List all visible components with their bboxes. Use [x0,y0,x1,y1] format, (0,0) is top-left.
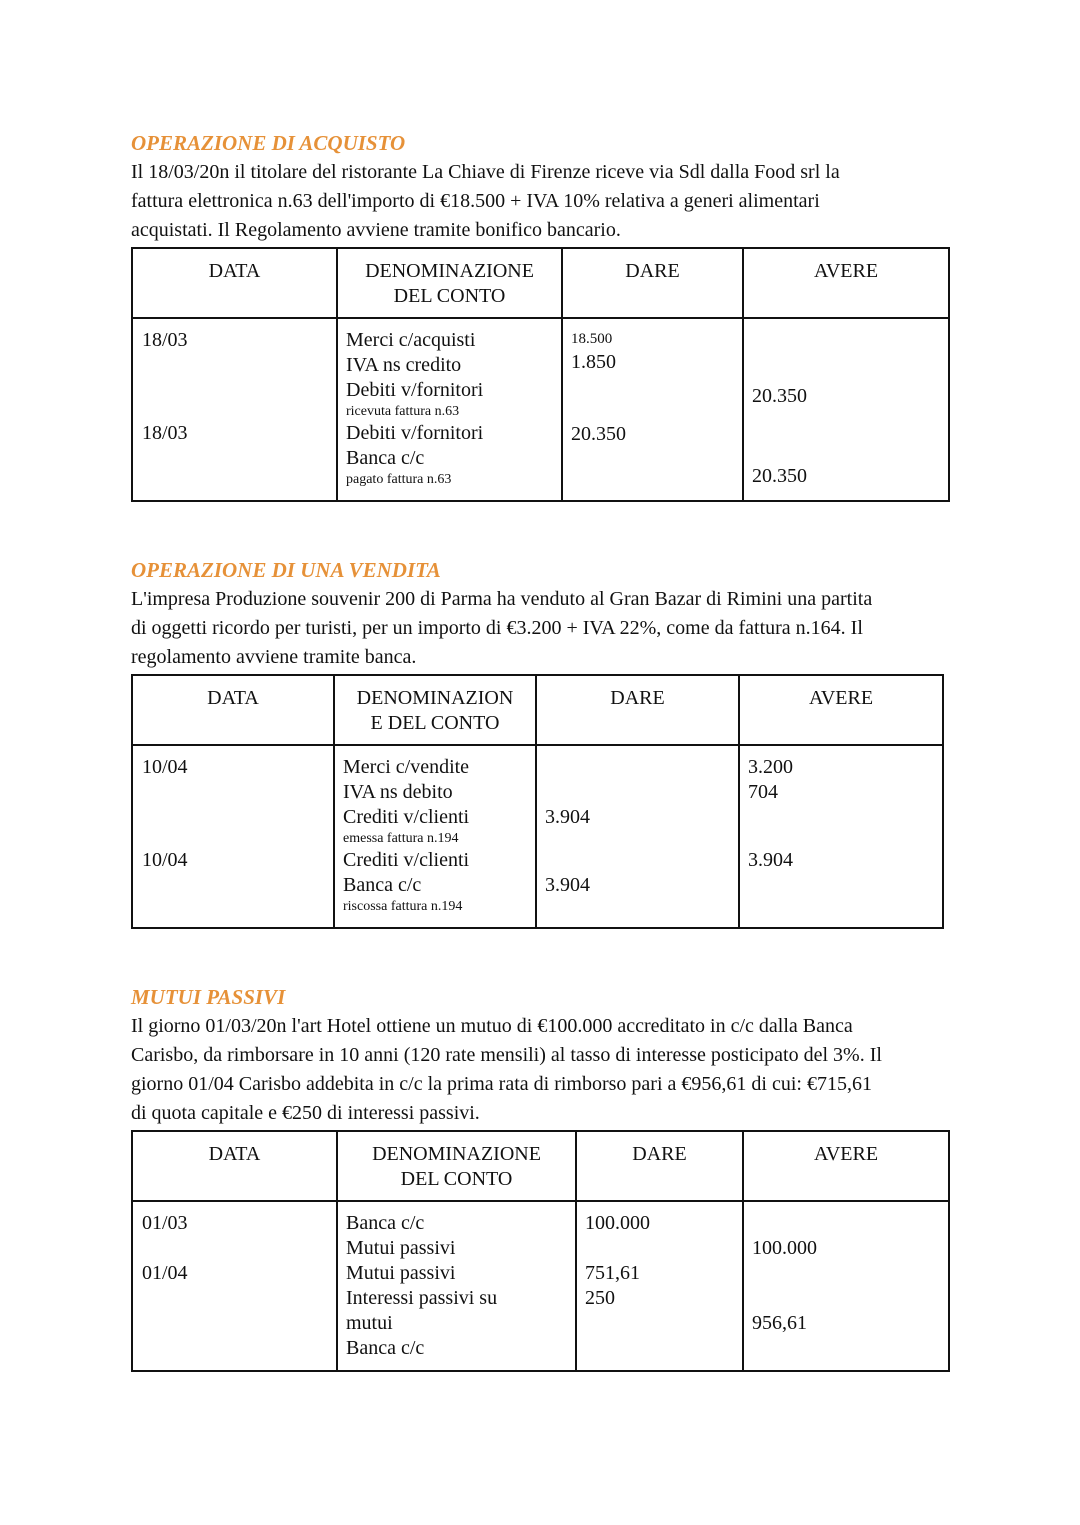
account-line: Debiti v/fornitori [346,422,484,444]
header-avere: AVERE [739,675,943,745]
cell-denominazione [337,1201,576,1371]
data-line: 01/04 [142,1262,188,1284]
dare-value: 20.350 [571,423,626,445]
paragraph-line: L'impresa Produzione souvenir 200 di Parma ha venduto al Gran Bazar di Rimini una partita [131,588,873,610]
account-line: Debiti v/fornitori [346,379,484,401]
cell-dare [576,1201,743,1371]
dare-value [537,755,738,780]
account-line: IVA ns debito [343,781,453,803]
paragraph-line: regolamento avviene tramite banca. [131,646,417,668]
avere-value: 20.350 [752,465,807,487]
avere-value: 100.000 [752,1237,817,1259]
section-heading: OPERAZIONE DI ACQUISTO [131,131,406,155]
data-line [133,378,336,403]
account-line: Banca c/c [343,874,422,896]
cell-dare [562,318,743,501]
data-line: 18/03 [142,329,188,351]
paragraph-line: giorno 01/04 Carisbo addebita in c/c la prima rata di rimborso pari a €956,61 di cui: €715,61 [131,1073,872,1095]
header-denominazione [337,1131,576,1201]
account-line: Merci c/vendite [343,756,470,778]
dare-value [537,830,738,848]
header-data: DATA [132,1131,337,1201]
account-note: ricevuta fattura n.63 [346,404,460,419]
dare-value: 18.500 [571,331,613,347]
header-den-line1: DENOMINAZIONE [372,1143,541,1165]
header-dare: DARE [576,1131,743,1201]
data-line [133,805,333,830]
avere-value [744,1211,948,1236]
account-line: Crediti v/clienti [343,849,470,871]
dare-value: 100.000 [585,1212,650,1234]
dare-value [537,848,738,873]
data-line [133,353,336,378]
account-note: riscossa fattura n.194 [343,899,463,914]
avere-value [744,439,948,464]
paragraph-line: Il giorno 01/03/20n l'art Hotel ottiene un mutuo di €100.000 accreditato in c/c dalla Banca [131,1015,853,1037]
dare-value: 751,61 [585,1262,640,1284]
header-dare: DARE [562,248,743,318]
table-header-row [132,1131,949,1201]
cell-avere [739,745,943,928]
avere-value: 704 [748,781,778,803]
paragraph-line: Il 18/03/20n il titolare del ristorante La Chiave di Firenze riceve via Sdl dalla Food srl la [131,161,840,183]
data-line [133,403,336,421]
account-line: Crediti v/clienti [343,806,470,828]
cell-avere [743,318,949,501]
dare-value [537,780,738,805]
header-data: DATA [132,248,337,318]
dare-value: 250 [585,1287,615,1309]
data-line: 18/03 [142,422,188,444]
cell-data [132,1201,337,1371]
header-den-line2: E DEL CONTO [370,712,500,734]
account-note: emessa fattura n.194 [343,831,459,846]
table-body-row [132,745,943,928]
account-line: Banca c/c [346,447,425,469]
avere-value [740,805,942,830]
data-line [133,830,333,848]
avere-value [744,409,948,427]
header-den-line2: DEL CONTO [393,285,506,307]
section-acquisto [131,129,950,502]
avere-value: 3.200 [748,756,793,778]
journal-table [131,247,950,502]
header-denominazione [337,248,562,318]
header-den-line2: DEL CONTO [400,1168,513,1190]
section-heading: MUTUI PASSIVI [131,985,286,1009]
data-line [133,780,333,805]
journal-table [131,674,944,929]
header-avere: AVERE [743,248,949,318]
dare-value [563,400,742,418]
avere-value [740,830,942,848]
account-line: Mutui passivi [346,1237,456,1259]
journal-table [131,1130,950,1372]
avere-value: 20.350 [752,385,807,407]
account-line: Banca c/c [346,1212,425,1234]
dare-value: 1.850 [571,351,616,373]
cell-dare [536,745,739,928]
table-header-row [132,248,949,318]
avere-value [744,328,948,353]
section-heading: OPERAZIONE DI UNA VENDITA [131,558,441,582]
avere-value: 956,61 [752,1312,807,1334]
table-body-row [132,1201,949,1371]
table-body-row [132,318,949,501]
header-data: DATA [132,675,334,745]
cell-denominazione [337,318,562,501]
account-line: Banca c/c [346,1337,425,1359]
header-denominazione [334,675,536,745]
table-header-row [132,675,943,745]
header-den-line1: DENOMINAZION [356,687,514,709]
header-dare: DARE [536,675,739,745]
data-line: 10/04 [142,756,188,778]
paragraph-line: fattura elettronica n.63 dell'importo di €18.500 + IVA 10% relativa a generi alimentari [131,190,820,212]
account-line: Mutui passivi [346,1262,456,1284]
paragraph-line: di quota capitale e €250 di interessi passivi. [131,1102,480,1124]
account-line: Interessi passivi su [346,1287,498,1309]
cell-avere [743,1201,949,1371]
cell-denominazione [334,745,536,928]
avere-value [744,353,948,378]
data-line: 01/03 [142,1212,188,1234]
paragraph-line: Carisbo, da rimborsare in 10 anni (120 rate mensili) al tasso di interesse posticipato del 3%. Il [131,1044,882,1066]
account-line: mutui [346,1312,393,1334]
avere-value: 3.904 [748,849,793,871]
data-line: 10/04 [142,849,188,871]
paragraph-line: di oggetti ricordo per turisti, per un importo di €3.200 + IVA 22%, come da fattura n.164. Il [131,617,863,639]
header-den-line1: DENOMINAZIONE [365,260,534,282]
account-line: Merci c/acquisti [346,329,476,351]
section-vendita [131,556,944,929]
avere-value [744,1261,948,1286]
data-line [133,1236,336,1261]
dare-value: 3.904 [545,874,590,896]
dare-value: 3.904 [545,806,590,828]
paragraph-line: acquistati. Il Regolamento avviene tramite bonifico bancario. [131,219,621,241]
account-line: IVA ns credito [346,354,462,376]
cell-data [132,318,337,501]
dare-value [577,1236,742,1261]
avere-value [744,1286,948,1311]
section-mutui [131,983,950,1372]
header-avere: AVERE [743,1131,949,1201]
dare-value [563,375,742,400]
cell-data [132,745,334,928]
account-note: pagato fattura n.63 [346,472,452,487]
